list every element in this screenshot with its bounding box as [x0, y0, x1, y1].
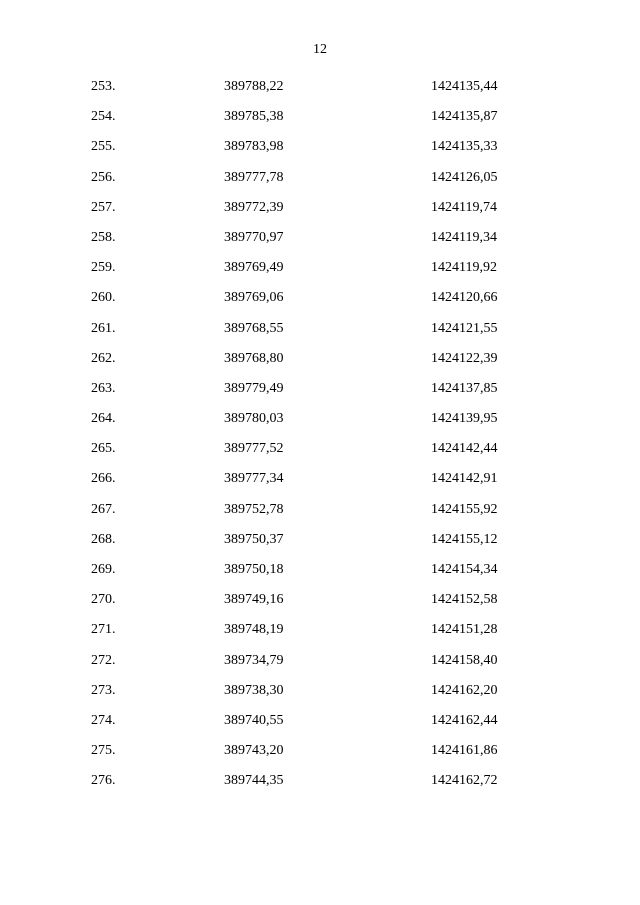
y-coordinate: 1424120,66 — [431, 290, 498, 306]
table-row — [0, 436, 640, 466]
y-coordinate: 1424137,85 — [431, 380, 498, 396]
page-number: 12 — [313, 42, 327, 57]
y-coordinate: 1424121,55 — [431, 320, 498, 336]
table-row — [0, 466, 640, 496]
point-number: 258. — [91, 229, 116, 245]
y-coordinate: 1424161,86 — [431, 743, 498, 759]
table-row — [0, 316, 640, 346]
y-coordinate: 1424154,34 — [431, 562, 498, 577]
table-row — [0, 255, 640, 285]
point-number: 270. — [91, 592, 116, 608]
point-number: 267. — [91, 501, 116, 517]
y-coordinate: 1424139,95 — [431, 411, 498, 427]
y-coordinate: 1424119,34 — [431, 229, 497, 245]
point-number: 262. — [91, 350, 116, 366]
x-coordinate: 389750,37 — [224, 531, 284, 547]
x-coordinate: 389744,35 — [224, 773, 284, 789]
y-coordinate: 1424126,05 — [431, 169, 498, 185]
y-coordinate: 1424162,20 — [431, 682, 498, 698]
x-coordinate: 389768,55 — [224, 320, 284, 336]
point-number: 276. — [91, 773, 116, 789]
point-number: 268. — [91, 531, 116, 547]
y-coordinate: 1424158,40 — [431, 652, 498, 668]
table-row — [0, 617, 640, 647]
point-number: 257. — [91, 199, 116, 215]
x-coordinate: 389750,18 — [224, 562, 284, 577]
x-coordinate: 389743,20 — [224, 743, 284, 759]
coordinate-table — [0, 74, 640, 799]
point-number: 254. — [91, 109, 116, 125]
x-coordinate: 389780,03 — [224, 411, 284, 427]
table-row — [0, 738, 640, 768]
point-number: 273. — [91, 682, 116, 698]
point-number: 263. — [91, 380, 116, 396]
table-row — [0, 708, 640, 738]
x-coordinate: 389777,34 — [224, 471, 284, 487]
y-coordinate: 1424162,72 — [431, 773, 498, 789]
x-coordinate: 389777,52 — [224, 441, 284, 457]
x-coordinate: 389769,06 — [224, 290, 284, 306]
y-coordinate: 1424151,28 — [431, 622, 498, 638]
table-row — [0, 768, 640, 798]
x-coordinate: 389752,78 — [224, 501, 284, 517]
point-number: 275. — [91, 743, 116, 759]
table-row — [0, 587, 640, 617]
y-coordinate: 1424135,33 — [431, 139, 498, 155]
table-row — [0, 648, 640, 678]
point-number: 264. — [91, 411, 116, 427]
table-row — [0, 104, 640, 134]
table-row — [0, 285, 640, 315]
y-coordinate: 1424119,92 — [431, 260, 497, 276]
table-row — [0, 527, 640, 557]
x-coordinate: 389770,97 — [224, 229, 284, 245]
point-number: 269. — [91, 562, 116, 577]
x-coordinate: 389749,16 — [224, 592, 284, 608]
table-row — [0, 497, 640, 527]
point-number: 266. — [91, 471, 116, 487]
point-number: 271. — [91, 622, 116, 638]
y-coordinate: 1424162,44 — [431, 712, 498, 728]
y-coordinate: 1424142,44 — [431, 441, 498, 457]
table-row — [0, 74, 640, 104]
y-coordinate: 1424155,12 — [431, 531, 498, 547]
x-coordinate: 389779,49 — [224, 380, 284, 396]
table-row — [0, 134, 640, 164]
x-coordinate: 389734,79 — [224, 652, 284, 668]
point-number: 261. — [91, 320, 116, 336]
point-number: 265. — [91, 441, 116, 457]
x-coordinate: 389788,22 — [224, 79, 284, 94]
x-coordinate: 389769,49 — [224, 260, 284, 276]
x-coordinate: 389772,39 — [224, 199, 284, 215]
point-number: 255. — [91, 139, 116, 155]
table-row — [0, 195, 640, 225]
x-coordinate: 389768,80 — [224, 350, 284, 366]
point-number: 274. — [91, 712, 116, 728]
y-coordinate: 1424122,39 — [431, 350, 498, 366]
table-row — [0, 406, 640, 436]
table-row — [0, 346, 640, 376]
table-row — [0, 225, 640, 255]
table-row — [0, 165, 640, 195]
y-coordinate: 1424135,44 — [431, 79, 498, 94]
point-number: 253. — [91, 79, 116, 94]
point-number: 272. — [91, 652, 116, 668]
y-coordinate: 1424135,87 — [431, 109, 498, 125]
x-coordinate: 389783,98 — [224, 139, 284, 155]
x-coordinate: 389748,19 — [224, 622, 284, 638]
point-number: 259. — [91, 260, 116, 276]
point-number: 256. — [91, 169, 116, 185]
y-coordinate: 1424155,92 — [431, 501, 498, 517]
y-coordinate: 1424152,58 — [431, 592, 498, 608]
y-coordinate: 1424142,91 — [431, 471, 498, 487]
table-row — [0, 678, 640, 708]
x-coordinate: 389740,55 — [224, 712, 284, 728]
table-row — [0, 376, 640, 406]
y-coordinate: 1424119,74 — [431, 199, 497, 215]
x-coordinate: 389738,30 — [224, 682, 284, 698]
table-row — [0, 557, 640, 587]
point-number: 260. — [91, 290, 116, 306]
x-coordinate: 389785,38 — [224, 109, 284, 125]
x-coordinate: 389777,78 — [224, 169, 284, 185]
